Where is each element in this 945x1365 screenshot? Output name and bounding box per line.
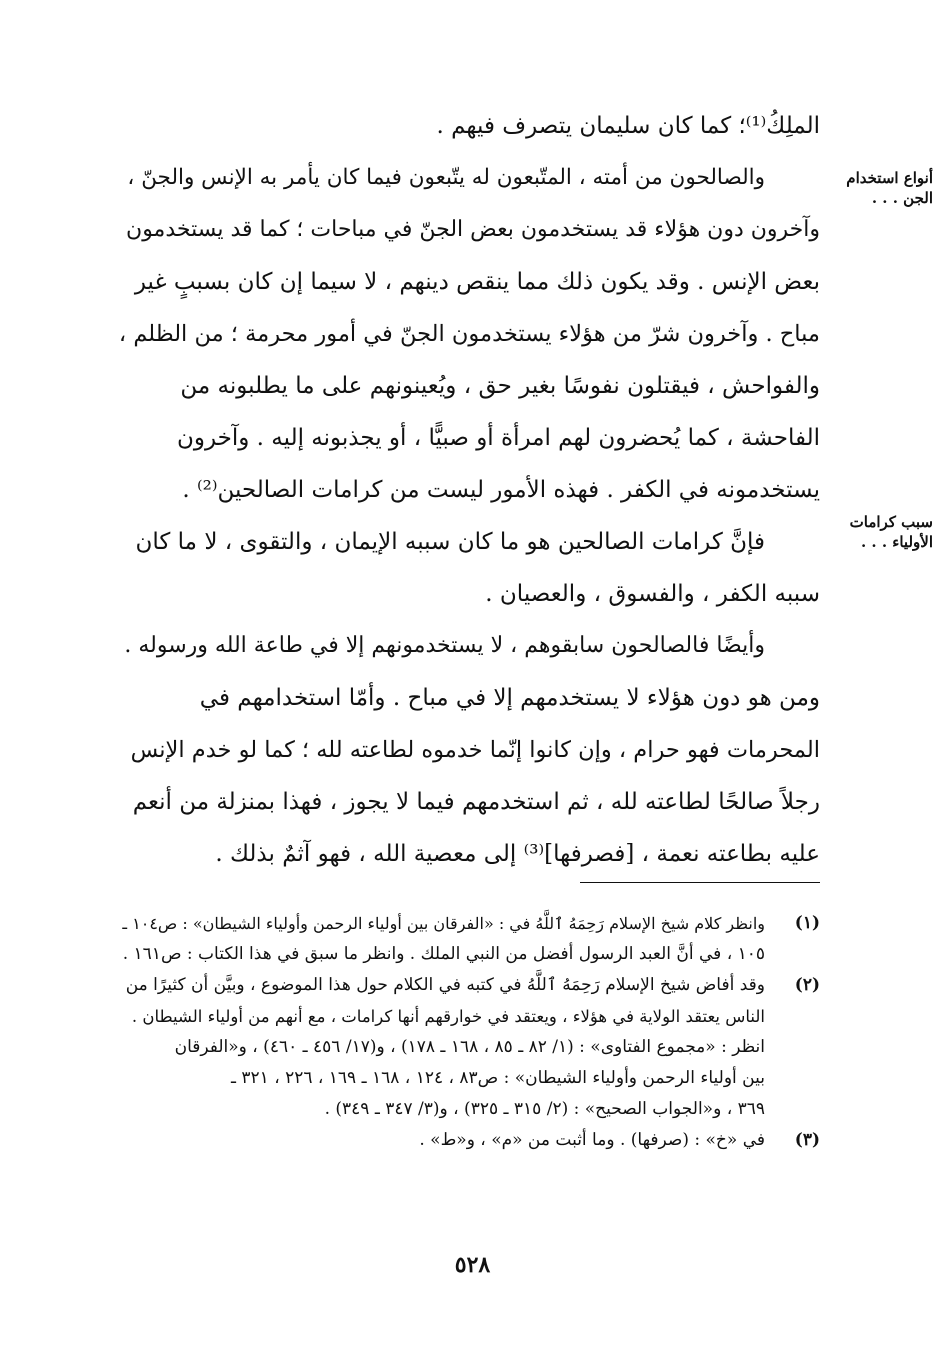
footnotes — [120, 908, 820, 1156]
text-line: وأيضًا فالصالحون سابقوهم ، لا يستخدمونهم إلا في طاعة الله ورسوله . — [124, 633, 765, 658]
footnote-number: (٢) — [794, 975, 820, 995]
footnote-line: وقد أفاض شيخ الإسلام رَحِمَهُ ٱللَّهُ في كتبه في الكلام حول هذا الموضوع ، وبيَّن أن كثيرًا من — [125, 975, 765, 995]
margin-note-line: أنواع استخدام — [846, 169, 933, 187]
margin-note-jinn-uses — [833, 168, 933, 208]
text-line: وآخرون دون هؤلاء قد يستخدمون بعض الجنّ في مباحات ؛ كما قد يستخدمون — [126, 217, 820, 242]
text-line: والفواحش ، فيقتلون نفوسًا بغير حق ، ويُعينونهم على ما يطلبونه من — [180, 373, 820, 399]
footnote-number: (١) — [794, 913, 820, 933]
footnote-2 — [120, 970, 820, 1125]
text-line: مباح . وآخرون شرّ من هؤلاء يستخدمون الجنّ في أمور محرمة ؛ من الظلم ، — [118, 321, 820, 347]
footnote-line: الناس يعتقد الولاية في هؤلاء ، ويعتقد في خوارقهم أنها كرامات ، مع أنهم من أولياء الشيطان . — [131, 1007, 765, 1026]
footnote-line: في «خ» : (صرفها) . وما أثبت من «م» ، و«ط» . — [419, 1130, 765, 1150]
text-line: بعض الإنس . وقد يكون ذلك مما ينقص دينهم ، لا سيما إن كان بسببٍ غير — [134, 269, 820, 295]
text-line: رجلاً صالحًا لطاعته لله ، ثم استخدمهم فيما لا يجوز ، فهذا بمنزلة من أنعم — [132, 789, 820, 815]
text-line: والصالحون من أمته ، المتّبعون له يتّبعون فيما كان يأمر به الإنس والجنّ ، — [127, 165, 765, 190]
footnote-3 — [120, 1125, 820, 1156]
text-line: الملِكُ⁽¹⁾؛ كما كان سليمان يتصرف فيهم . — [436, 113, 820, 139]
margin-note-line: سبب كرامات — [849, 513, 933, 531]
footnote-line: وانظر كلام شيخ الإسلام رَحِمَهُ ٱللَّهُ في : «الفرقان بين أولياء الرحمن وأولياء الشيطان» : ص١٠٤ ـ — [122, 914, 765, 933]
page-number: ٥٢٨ — [454, 1252, 491, 1278]
footnote-line: انظر : «مجموع الفتاوى» : (١/ ٨٢ ـ ٨٥ ، ١٦٨ ـ ١٧٨) ، و(١٧/ ٤٥٦ ـ ٤٦٠) ، و«الفرقان — [174, 1037, 765, 1057]
margin-note-line: الجن . . . — [871, 189, 933, 207]
text-line: يستخدمونه في الكفر . فهذه الأمور ليست من كرامات الصالحين⁽²⁾ . — [182, 477, 820, 503]
footnote-line: ٣٦٩ ، و«الجواب الصحيح» : (٢/ ٣١٥ ـ ٣٢٥) ، و(٣/ ٣٤٧ ـ ٣٤٩) . — [324, 1099, 765, 1119]
text-line: الفاحشة ، كما يُحضرون لهم امرأة أو صبيًّا ، أو يجذبونه إليه . وآخرون — [176, 425, 820, 451]
text-line: ومن هو دون هؤلاء لا يستخدمهم إلا في مباح . وأمّا استخدامهم في — [199, 685, 820, 711]
margin-note-karamat-cause — [833, 512, 933, 552]
footnote-1 — [120, 908, 820, 970]
text-line: فإنَّ كرامات الصالحين هو ما كان سببه الإيمان ، والتقوى ، لا ما كان — [135, 529, 765, 555]
footnote-number: (٣) — [794, 1130, 820, 1150]
footnote-line: بين أولياء الرحمن وأولياء الشيطان» : ص٨٣ ، ١٢٤ ، ١٦٨ ـ ١٦٩ ، ٢٢٦ ، ٣٢١ ـ — [231, 1068, 765, 1088]
footnote-separator — [580, 882, 820, 883]
main-text — [120, 100, 820, 880]
text-line: عليه بطاعته نعمة ، [فصرفها]⁽³⁾ إلى معصية الله ، فهو آثمٌ بذلك . — [215, 841, 820, 867]
text-line: المحرمات فهو حرام ، وإن كانوا إنّما خدموه لطاعته لله ؛ كما لو خدم الإنس — [130, 737, 820, 763]
text-line: سببه الكفر ، والفسوق ، والعصيان . — [485, 581, 820, 607]
margin-note-line: الأولياء . . . — [860, 533, 933, 551]
footnote-line: ١٠٥ ، في أنَّ العبد الرسول أفضل من النبي الملك . وانظر ما سبق في هذا الكتاب : ص١٦١ . — [122, 944, 765, 964]
